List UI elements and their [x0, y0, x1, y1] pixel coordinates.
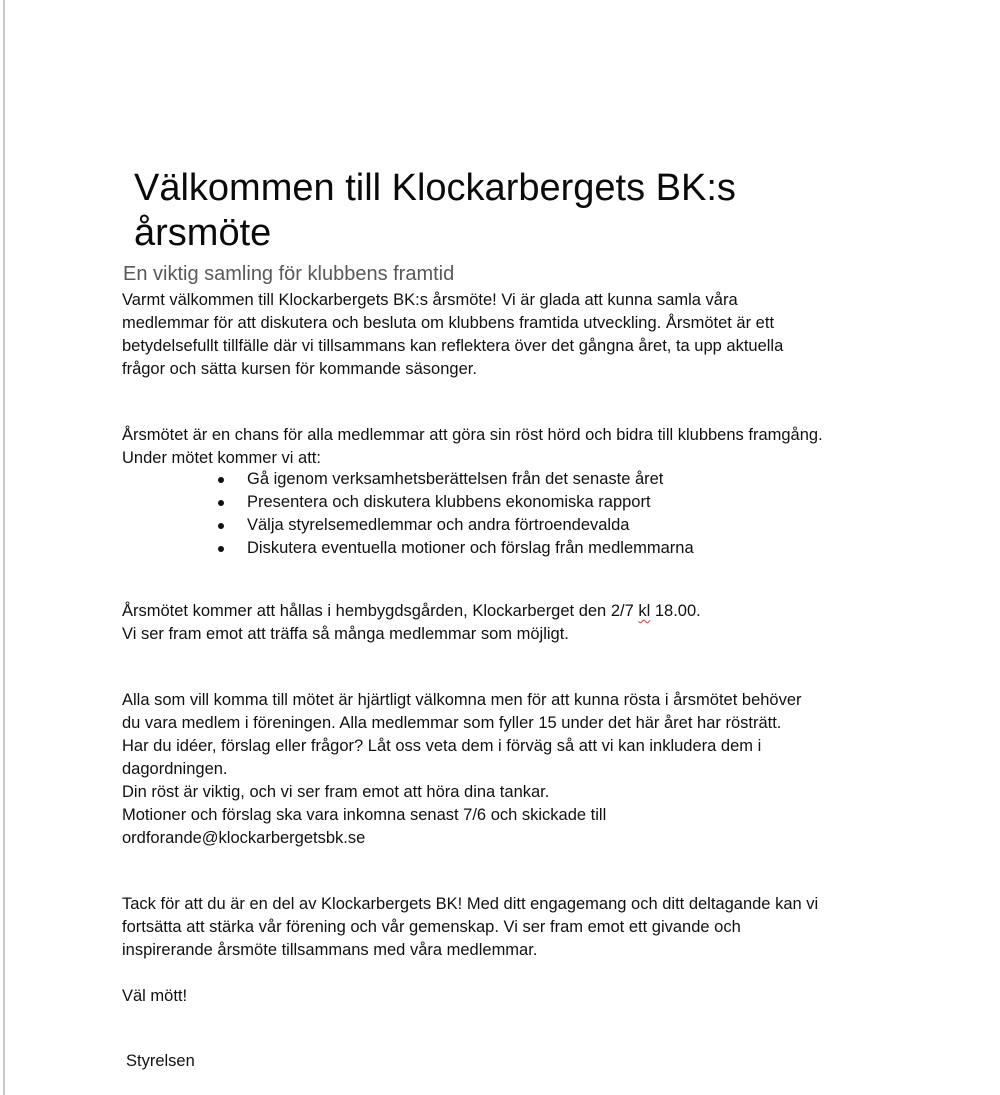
document-subtitle: En viktig samling för klubbens framtid	[123, 263, 455, 285]
location-text: Årsmötet kommer att hållas i hembygdsgården, Klockarberget den 2/7	[122, 602, 639, 620]
text-line: Årsmötet är en chans för alla medlemmar att göra sin röst hörd och bidra till klubbens framgång.	[122, 426, 823, 444]
bullet-icon	[218, 546, 224, 552]
signature: Styrelsen	[126, 1052, 195, 1070]
text-line: Varmt välkommen till Klockarbergets BK:s årsmöte! Vi är glada att kunna samla våra	[122, 291, 738, 309]
text-line: Din röst är viktig, och vi ser fram emot att höra dina tankar.	[122, 783, 550, 801]
location-line	[122, 600, 912, 623]
agenda-list	[247, 468, 694, 560]
bullet-icon	[218, 477, 224, 483]
bullet-icon	[218, 523, 224, 529]
bullet-icon	[218, 500, 224, 506]
location-paragraph	[122, 600, 912, 646]
list-item	[247, 537, 694, 560]
text-line: medlemmar för att diskutera och besluta om klubbens framtida utveckling. Årsmötet är ett	[122, 314, 775, 332]
list-item	[247, 514, 694, 537]
text-line: du vara medlem i föreningen. Alla medlemmar som fyller 15 under det här året har rösträtt.	[122, 714, 782, 732]
document-title: Välkommen till Klockarbergets BK:s årsmöte	[134, 167, 736, 254]
list-item	[247, 491, 694, 514]
text-line: dagordningen.	[122, 760, 228, 778]
intro-paragraph	[122, 289, 912, 381]
location-time: 18.00.	[650, 602, 701, 620]
text-line: inspirerande årsmöte tillsammans med våra medlemmar.	[122, 941, 538, 959]
text-line: fortsätta att stärka vår förening och vår gemenskap. Vi ser fram emot ett givande och	[122, 918, 741, 936]
list-item-text: Gå igenom verksamhetsberättelsen från det senaste året	[247, 470, 664, 488]
agenda-intro-paragraph	[122, 424, 912, 470]
list-item-text: Diskutera eventuella motioner och förslag från medlemmarna	[247, 539, 694, 557]
list-item-text: Presentera och diskutera klubbens ekonomiska rapport	[247, 493, 651, 511]
voting-paragraph	[122, 689, 912, 850]
text-line: betydelsefullt tillfälle där vi tillsammans kan reflektera över det gångna året, ta upp aktuella	[122, 337, 784, 355]
text-line: Under mötet kommer vi att:	[122, 449, 321, 467]
list-item	[247, 468, 694, 491]
spellcheck-flagged-word[interactable]: kl	[638, 602, 651, 620]
text-line: Motioner och förslag ska vara inkomna senast 7/6 och skickade till	[122, 806, 607, 824]
email-address: ordforande@klockarbergetsbk.se	[122, 829, 366, 847]
text-line: Alla som vill komma till mötet är hjärtligt välkomna men för att kunna rösta i årsmötet behöver	[122, 691, 802, 709]
list-item-text: Välja styrelsemedlemmar och andra förtroendevalda	[247, 516, 630, 534]
text-line: Tack för att du är en del av Klockarbergets BK! Med ditt engagemang och ditt deltagande kan vi	[122, 895, 819, 913]
text-line: Vi ser fram emot att träffa så många medlemmar som möjligt.	[122, 625, 569, 643]
text-line: Har du idéer, förslag eller frågor? Låt oss veta dem i förväg så att vi kan inkludera dem i	[122, 737, 762, 755]
text-line: frågor och sätta kursen för kommande säsonger.	[122, 360, 477, 378]
thanks-paragraph	[122, 893, 912, 962]
closing-line: Väl mött!	[122, 987, 188, 1005]
